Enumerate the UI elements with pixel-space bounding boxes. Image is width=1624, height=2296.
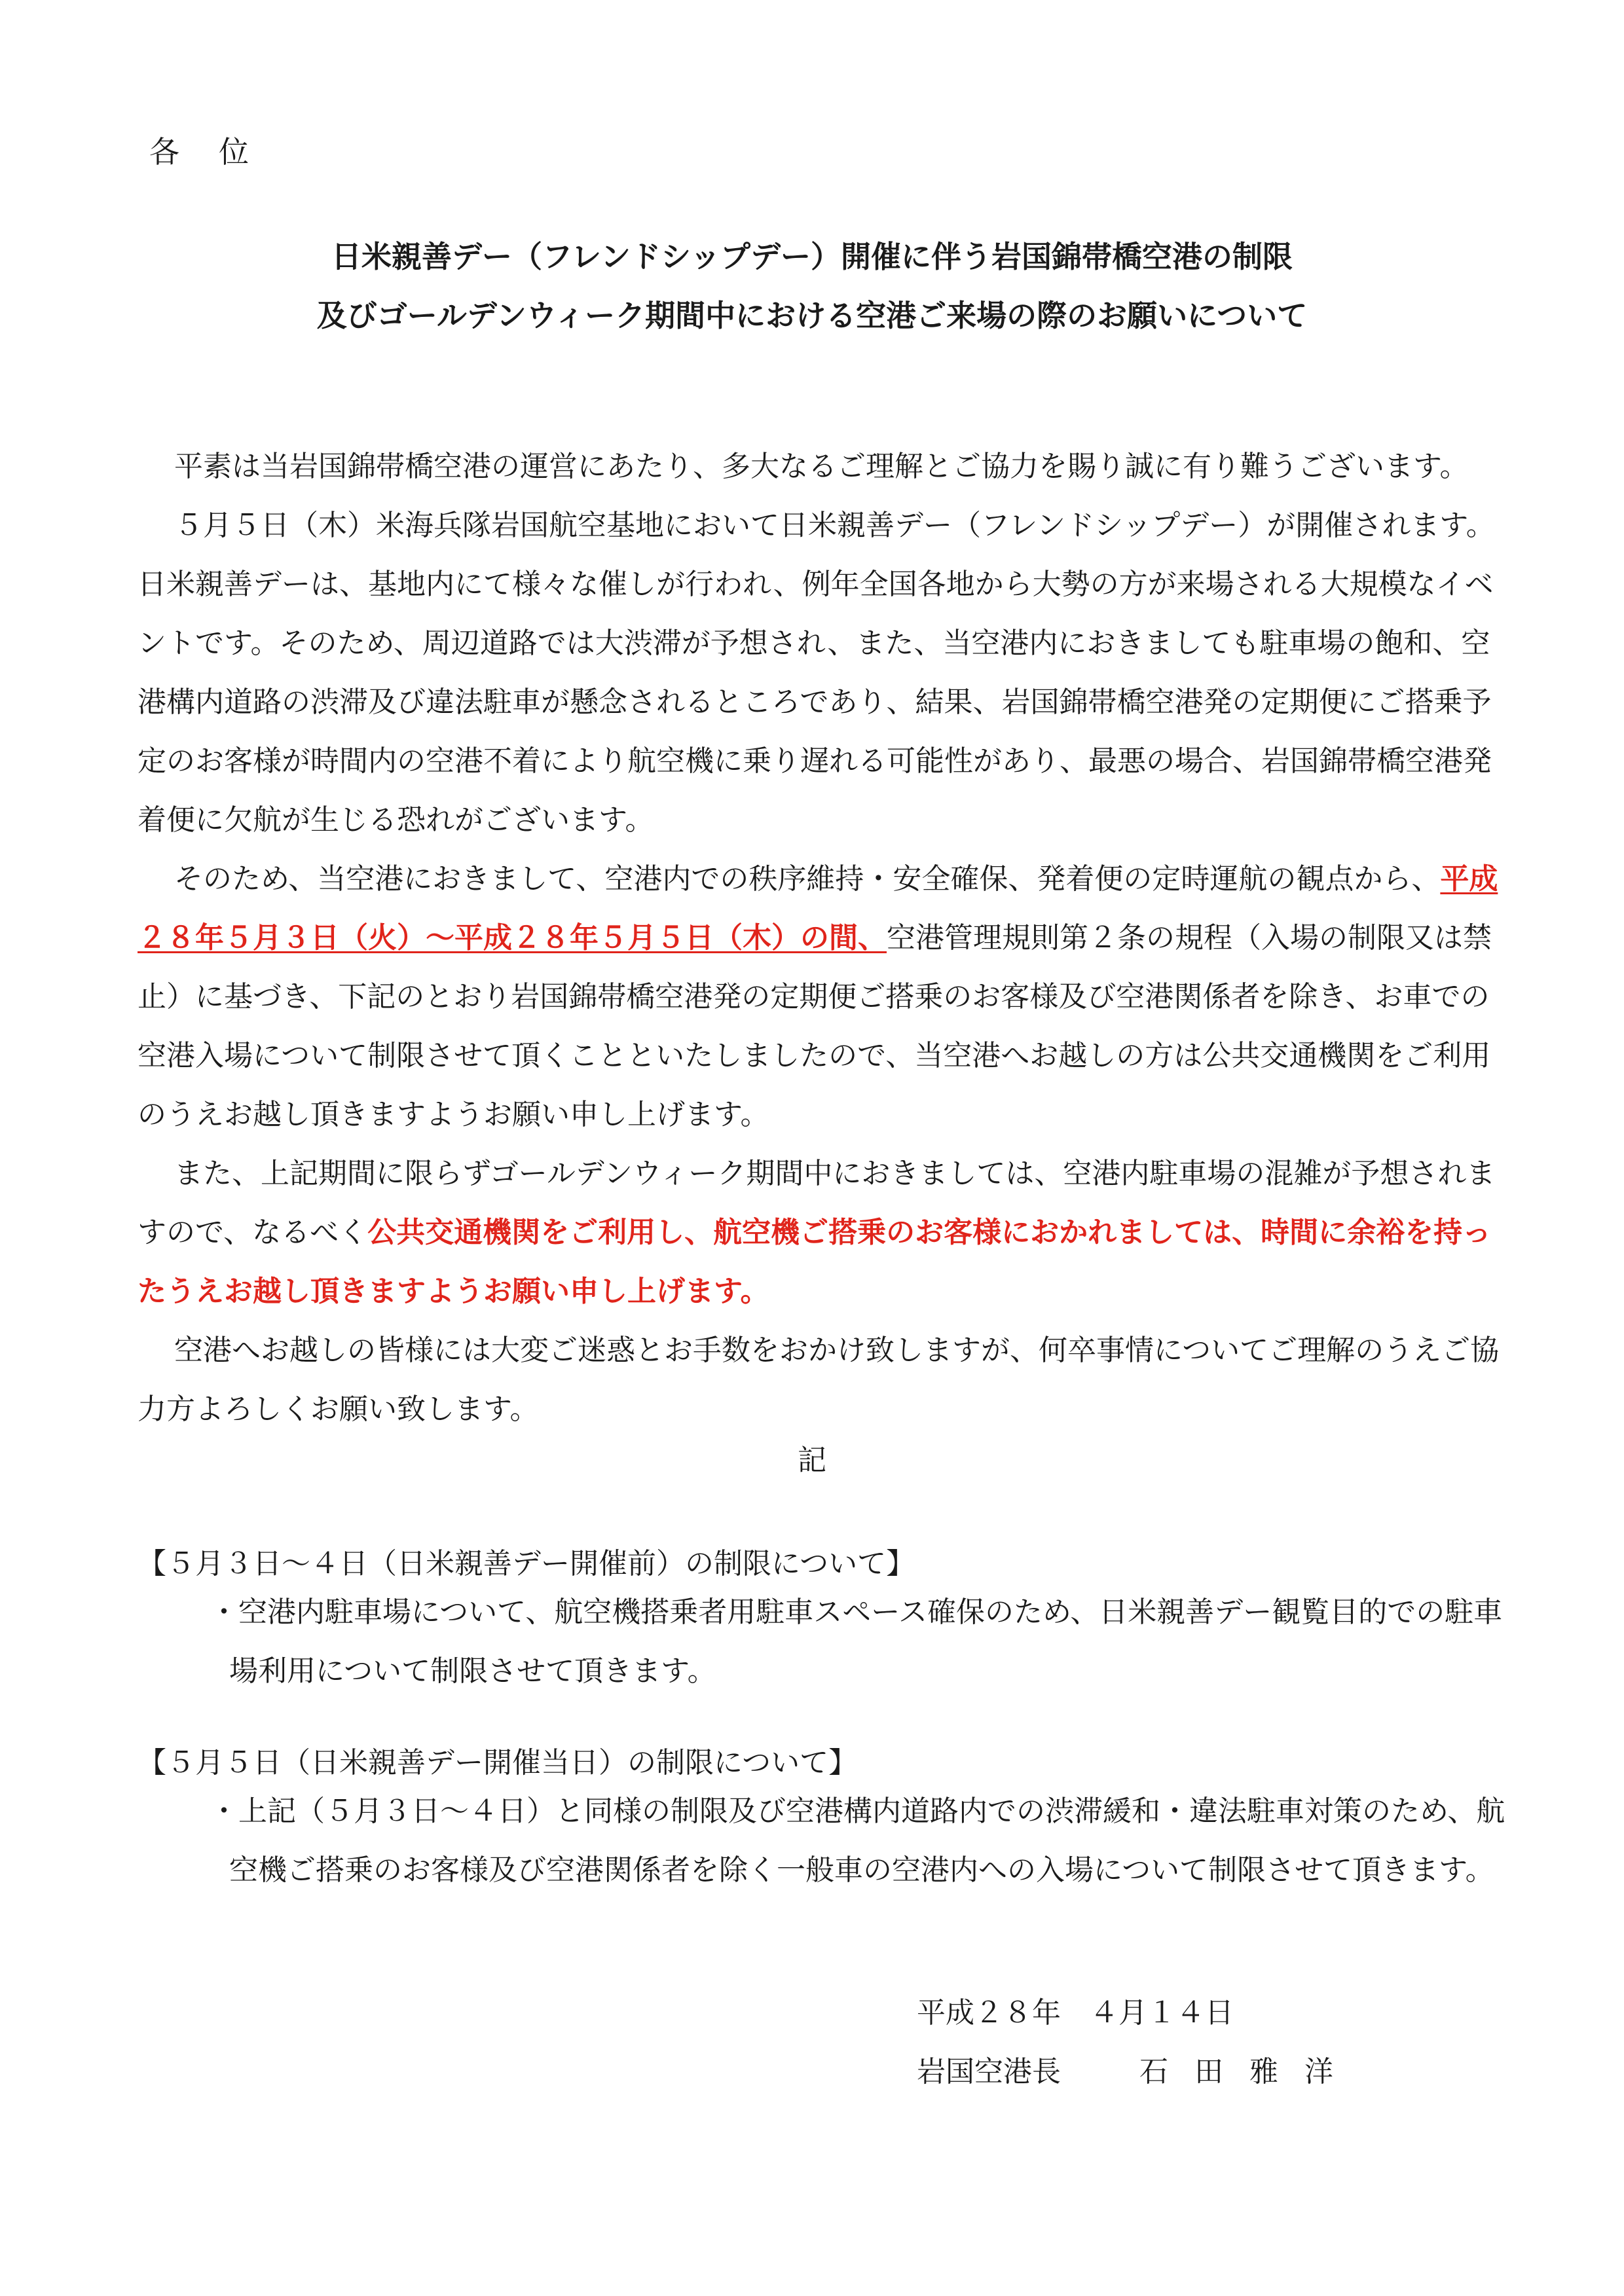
paragraph-2: ５月５日（木）米海兵隊岩国航空基地において日米親善デー（フレンドシップデー）が開催されます。日米親善デーは、基地内にて様々な催しが行われ、例年全国各地から大勢の方が来場される大規模なイベントです。そのため、周辺道路では大渋滞が予想され、また、当空港内におきましても駐車場の飽和、空港構内道路の渋滞及び違法駐車が懸念されるところであり、結果、岩国錦帯橋空港発の定期便にご搭乗予定のお客様が時間内の空港不着により航空機に乗り遅れる可能性があり、最悪の場合、岩国錦帯橋空港発着便に欠航が生じる恐れがございます。 (138, 509, 1495, 837)
section-1-item: ・空港内駐車場について、航空機搭乗者用駐車スペース確保のため、日米親善デー観覧目的での駐車場利用について制限させて頂きます。 (210, 1595, 1503, 1688)
paragraph-4-intro: また、上記期間に限らずゴールデンウィーク期間中におきましては、空港内駐車場の混雑が予想されますので、なるべく (138, 1157, 1496, 1249)
signature-block (917, 2048, 1359, 2090)
paragraph-3-intro: そのため、当空港におきまして、空港内での秩序維持・安全確保、発着便の定時運航の観点から、 (174, 862, 1441, 896)
title-line-2: 及びゴールデンウィーク期間中における空港ご来場の際のお願いについて (316, 298, 1308, 333)
ki-heading: 記 (798, 1444, 826, 1477)
paragraph-5: 空港へお越しの皆様には大変ご迷惑とお手数をおかけ致しますが、何卒事情についてご理解のうえご協力方よろしくお願い致します。 (138, 1334, 1500, 1426)
title-line-1: 日米親善デー（フレンドシップデー）開催に伴う岩国錦帯橋空港の制限 (331, 239, 1293, 274)
section-1-heading: 【５月３日～４日（日米親善デー開催前）の制限について】 (138, 1547, 915, 1580)
issue-date: 平成２８年 ４月１４日 (917, 1996, 1234, 2030)
section-2-item: ・上記（５月３日～４日）と同様の制限及び空港構内道路内での渋滞緩和・違法駐車対策のため、航空機ご搭乗のお客様及び空港関係者を除く一般車の空港内への入場について制限させて頂きます。 (210, 1795, 1505, 1887)
signer-name: 石田雅洋 (1139, 2055, 1359, 2088)
restriction-period-highlight: 平成２８年５月３日（火）～平成２８年５月５日（木）の間、 (138, 862, 1498, 955)
signer-title: 岩国空港長 (917, 2055, 1061, 2088)
paragraph-1: 平素は当岩国錦帯橋空港の運営にあたり、多大なるご理解とご協力を賜り誠に有り難うございます。 (174, 450, 1469, 483)
paragraph-3 (138, 850, 1506, 1144)
addressee: 各位 (149, 134, 288, 170)
section-2-heading: 【５月５日（日米親善デー開催当日）の制限について】 (138, 1746, 858, 1779)
body-text (138, 437, 1506, 1439)
public-transport-highlight: 公共交通機関をご利用し、航空機ご搭乗のお客様におかれましては、時間に余裕を持ったうえお越し頂きますようお願い申し上げます。 (138, 1216, 1492, 1308)
paragraph-4 (138, 1144, 1506, 1321)
paragraph-3-rest: 空港管理規則第２条の規程（入場の制限又は禁止）に基づき、下記のとおり岩国錦帯橋空港発の定期便ご搭乗のお客様及び空港関係者を除き、お車での空港入場について制限させて頂くことといたしましたので、当空港へお越しの方は公共交通機関をご利用のうえお越し頂きますようお願い申し上げます。 (138, 921, 1492, 1131)
